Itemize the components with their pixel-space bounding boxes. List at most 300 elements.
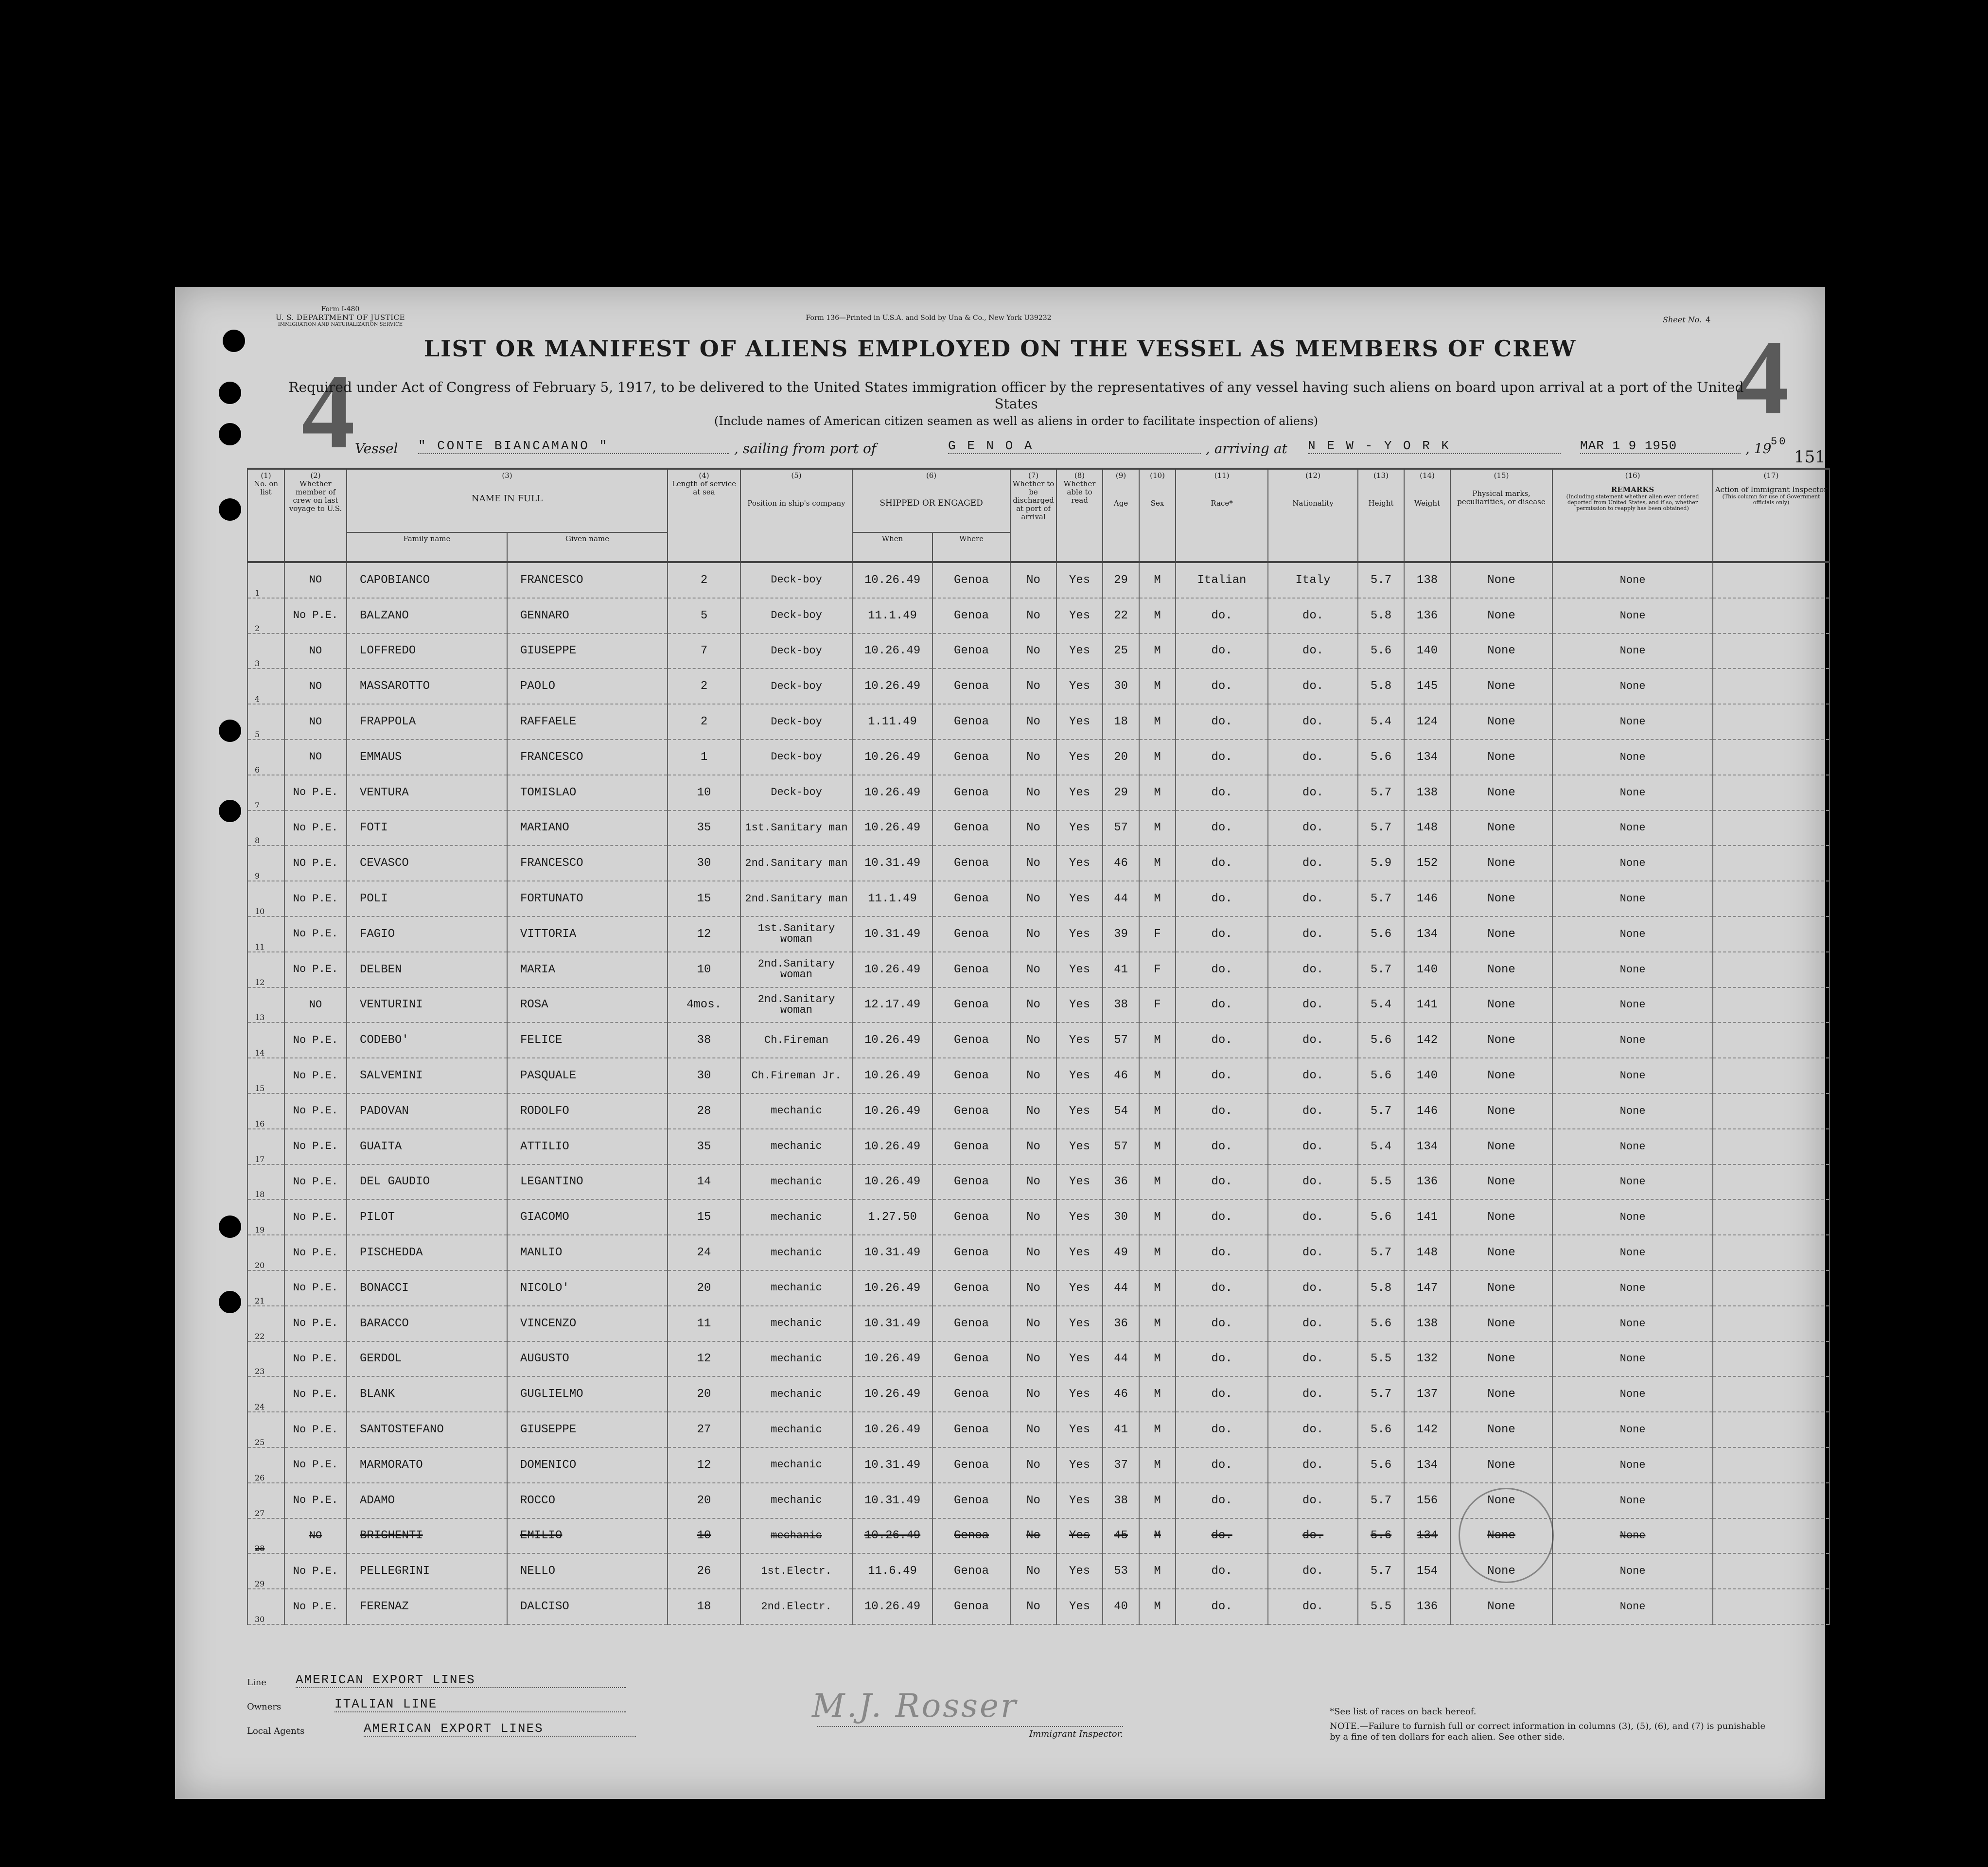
cell-length-of-service: 12 — [668, 1447, 740, 1483]
port-from: G E N O A — [948, 439, 1201, 454]
cell-length-of-service: 2 — [668, 562, 740, 598]
cell-nationality: do. — [1268, 1447, 1358, 1483]
cell-row-number: 27 — [247, 1483, 284, 1518]
cell-shipped-where: Genoa — [932, 704, 1010, 740]
cell-row-number: 17 — [247, 1129, 284, 1164]
cell-remarks: None — [1552, 1376, 1713, 1412]
cell-race: do. — [1176, 775, 1268, 810]
cell-nationality: do. — [1268, 704, 1358, 740]
cell-inspector-action — [1713, 598, 1830, 634]
cell-able-to-read: Yes — [1056, 881, 1103, 916]
cell-shipped-where: Genoa — [932, 1447, 1010, 1483]
cell-to-be-discharged: No — [1010, 810, 1056, 846]
document-title: LIST OR MANIFEST OF ALIENS EMPLOYED ON THE VESSEL AS MEMBERS OF CREW — [423, 335, 1577, 362]
punch-hole — [219, 1291, 241, 1313]
cell-crew-last-voyage: NO P.E. — [284, 845, 347, 881]
sheet-big-number-right: 4 — [1736, 318, 1789, 437]
cell-inspector-action — [1713, 1589, 1830, 1624]
cell-nationality: do. — [1268, 1235, 1358, 1270]
cell-row-number: 4 — [247, 669, 284, 704]
cell-remarks: None — [1552, 1129, 1713, 1164]
cell-nationality: do. — [1268, 1341, 1358, 1377]
cell-shipped-where: Genoa — [932, 669, 1010, 704]
col-inspector-action: (17) Action of Immigrant Inspector (This column for use of Government officials only) — [1713, 469, 1830, 562]
table-row — [247, 1376, 1830, 1412]
cell-remarks: None — [1552, 1483, 1713, 1518]
cell-position: mechanic — [740, 1483, 852, 1518]
cell-shipped-where: Genoa — [932, 1235, 1010, 1270]
table-row — [247, 562, 1830, 598]
col-physical-marks: (15) Physical marks, peculiarities, or disease — [1450, 469, 1552, 562]
cell-height: 5.9 — [1358, 845, 1404, 881]
cell-remarks: None — [1552, 1270, 1713, 1306]
cell-to-be-discharged: No — [1010, 1022, 1056, 1058]
cell-nationality: do. — [1268, 1376, 1358, 1412]
table-row — [247, 1447, 1830, 1483]
cell-nationality: do. — [1268, 775, 1358, 810]
cell-shipped-when: 10.26.49 — [852, 740, 932, 775]
cell-physical-marks: None — [1450, 1341, 1552, 1377]
cell-inspector-action — [1713, 1235, 1830, 1270]
inspector-label: Immigrant Inspector. — [817, 1726, 1123, 1739]
cell-shipped-when: 10.31.49 — [852, 1306, 932, 1341]
cell-able-to-read: Yes — [1056, 1553, 1103, 1589]
cell-to-be-discharged: No — [1010, 1341, 1056, 1377]
cell-shipped-when: 10.26.49 — [852, 1376, 932, 1412]
cell-shipped-where: Genoa — [932, 987, 1010, 1023]
cell-height: 5.6 — [1358, 1199, 1404, 1235]
agents-label: Local Agents — [247, 1726, 305, 1736]
cell-height: 5.7 — [1358, 810, 1404, 846]
cell-able-to-read: Yes — [1056, 810, 1103, 846]
cell-height: 5.7 — [1358, 952, 1404, 987]
cell-shipped-where: Genoa — [932, 1306, 1010, 1341]
cell-shipped-when: 10.31.49 — [852, 1235, 932, 1270]
cell-shipped-when: 1.11.49 — [852, 704, 932, 740]
cell-weight: 154 — [1404, 1553, 1450, 1589]
cell-given-name: RODOLFO — [507, 1093, 668, 1129]
cell-crew-last-voyage: No P.E. — [284, 775, 347, 810]
cell-remarks: None — [1552, 952, 1713, 987]
cell-row-number: 6 — [247, 740, 284, 775]
cell-height: 5.4 — [1358, 1129, 1404, 1164]
cell-length-of-service: 14 — [668, 1164, 740, 1200]
cell-shipped-when: 10.26.49 — [852, 1270, 932, 1306]
cell-given-name: FELICE — [507, 1022, 668, 1058]
cell-shipped-when: 10.26.49 — [852, 1589, 932, 1624]
col-crew-last-voyage: (2) Whether member of crew on last voyage to U.S. — [284, 469, 347, 562]
cell-race: do. — [1176, 1447, 1268, 1483]
cell-row-number: 13 — [247, 987, 284, 1023]
cell-crew-last-voyage: No P.E. — [284, 1058, 347, 1093]
cell-shipped-where: Genoa — [932, 775, 1010, 810]
cell-given-name: PASQUALE — [507, 1058, 668, 1093]
table-row — [247, 1022, 1830, 1058]
cell-nationality: do. — [1268, 1270, 1358, 1306]
cell-crew-last-voyage: NO — [284, 562, 347, 598]
cell-age: 41 — [1103, 1412, 1139, 1447]
cell-crew-last-voyage: No P.E. — [284, 881, 347, 916]
cell-able-to-read: Yes — [1056, 1306, 1103, 1341]
cell-position: 2nd.Electr. — [740, 1589, 852, 1624]
cell-sex: M — [1139, 1553, 1176, 1589]
cell-sex: M — [1139, 1376, 1176, 1412]
cell-shipped-where: Genoa — [932, 1199, 1010, 1235]
cell-to-be-discharged: No — [1010, 669, 1056, 704]
cell-physical-marks: None — [1450, 916, 1552, 952]
footer-owners-field — [247, 1697, 438, 1712]
table-row — [247, 1412, 1830, 1447]
cell-position: mechanic — [740, 1376, 852, 1412]
cell-nationality: do. — [1268, 1058, 1358, 1093]
cell-position: 1st.Sanitary man — [740, 810, 852, 846]
cell-race: do. — [1176, 1306, 1268, 1341]
cell-age: 25 — [1103, 634, 1139, 669]
department: U. S. DEPARTMENT OF JUSTICE — [275, 313, 405, 322]
cell-crew-last-voyage: No P.E. — [284, 1129, 347, 1164]
cell-weight: 148 — [1404, 810, 1450, 846]
cell-row-number: 15 — [247, 1058, 284, 1093]
owners-label: Owners — [247, 1702, 281, 1712]
col-race: (11) Race* — [1176, 469, 1268, 562]
port-to: N E W - Y O R K — [1308, 439, 1561, 454]
cell-weight: 136 — [1404, 1164, 1450, 1200]
cell-family-name: SALVEMINI — [347, 1058, 507, 1093]
cell-weight: 134 — [1404, 916, 1450, 952]
cell-given-name: GIUSEPPE — [507, 634, 668, 669]
cell-given-name: FRANCESCO — [507, 740, 668, 775]
cell-shipped-where: Genoa — [932, 881, 1010, 916]
table-row — [247, 1518, 1830, 1554]
cell-nationality: do. — [1268, 952, 1358, 987]
table-row — [247, 775, 1830, 810]
cell-length-of-service: 2 — [668, 669, 740, 704]
cell-physical-marks: None — [1450, 704, 1552, 740]
cell-nationality: do. — [1268, 1306, 1358, 1341]
sheet-big-number-left: 4 — [301, 352, 355, 471]
cell-length-of-service: 10 — [668, 952, 740, 987]
cell-position: Ch.Fireman — [740, 1022, 852, 1058]
cell-nationality: do. — [1268, 881, 1358, 916]
cell-race: do. — [1176, 987, 1268, 1023]
cell-remarks: None — [1552, 810, 1713, 846]
cell-crew-last-voyage: No P.E. — [284, 1341, 347, 1377]
cell-physical-marks: None — [1450, 1518, 1552, 1554]
cell-weight: 136 — [1404, 1589, 1450, 1624]
cell-position: mechanic — [740, 1306, 852, 1341]
cell-position: Deck-boy — [740, 775, 852, 810]
cell-length-of-service: 26 — [668, 1553, 740, 1589]
cell-race: do. — [1176, 1093, 1268, 1129]
cell-shipped-where: Genoa — [932, 916, 1010, 952]
cell-sex: M — [1139, 1270, 1176, 1306]
cell-length-of-service: 38 — [668, 1022, 740, 1058]
cell-age: 40 — [1103, 1589, 1139, 1624]
table-row — [247, 1235, 1830, 1270]
cell-family-name: CEVASCO — [347, 845, 507, 881]
cell-height: 5.6 — [1358, 1518, 1404, 1554]
cell-crew-last-voyage: No P.E. — [284, 810, 347, 846]
cell-shipped-where: Genoa — [932, 1058, 1010, 1093]
cell-able-to-read: Yes — [1056, 634, 1103, 669]
cell-sex: M — [1139, 1306, 1176, 1341]
cell-row-number: 5 — [247, 704, 284, 740]
cell-shipped-when: 10.26.49 — [852, 1412, 932, 1447]
cell-remarks: None — [1552, 1412, 1713, 1447]
cell-to-be-discharged: No — [1010, 1199, 1056, 1235]
cell-inspector-action — [1713, 1376, 1830, 1412]
cell-age: 46 — [1103, 1058, 1139, 1093]
cell-able-to-read: Yes — [1056, 1376, 1103, 1412]
cell-shipped-when: 10.26.49 — [852, 1164, 932, 1200]
cell-to-be-discharged: No — [1010, 634, 1056, 669]
cell-weight: 147 — [1404, 1270, 1450, 1306]
table-row — [247, 1483, 1830, 1518]
cell-given-name: NICOLO' — [507, 1270, 668, 1306]
cell-to-be-discharged: No — [1010, 704, 1056, 740]
cell-family-name: ADAMO — [347, 1483, 507, 1518]
cell-family-name: LOFFREDO — [347, 634, 507, 669]
cell-nationality: do. — [1268, 1412, 1358, 1447]
cell-age: 30 — [1103, 1199, 1139, 1235]
cell-shipped-where: Genoa — [932, 1022, 1010, 1058]
cell-position: Deck-boy — [740, 740, 852, 775]
cell-nationality: do. — [1268, 669, 1358, 704]
cell-shipped-where: Genoa — [932, 1412, 1010, 1447]
cell-age: 29 — [1103, 562, 1139, 598]
cell-race: do. — [1176, 634, 1268, 669]
cell-position: mechanic — [740, 1341, 852, 1377]
cell-crew-last-voyage: No P.E. — [284, 598, 347, 634]
cell-inspector-action — [1713, 987, 1830, 1023]
cell-row-number: 11 — [247, 916, 284, 952]
punch-hole — [219, 720, 241, 742]
col-nationality: (12) Nationality — [1268, 469, 1358, 562]
cell-family-name: GUAITA — [347, 1129, 507, 1164]
cell-remarks: None — [1552, 562, 1713, 598]
table-row — [247, 1270, 1830, 1306]
cell-physical-marks: None — [1450, 775, 1552, 810]
cell-able-to-read: Yes — [1056, 740, 1103, 775]
cell-shipped-when: 10.26.49 — [852, 562, 932, 598]
cell-position: Deck-boy — [740, 634, 852, 669]
cell-remarks: None — [1552, 775, 1713, 810]
col-discharged: (7) Whether to be discharged at port of arrival — [1010, 469, 1056, 562]
cell-physical-marks: None — [1450, 1164, 1552, 1200]
cell-shipped-when: 10.26.49 — [852, 634, 932, 669]
cell-height: 5.6 — [1358, 740, 1404, 775]
cell-race: do. — [1176, 1058, 1268, 1093]
cell-weight: 140 — [1404, 634, 1450, 669]
cell-age: 57 — [1103, 1022, 1139, 1058]
cell-able-to-read: Yes — [1056, 1412, 1103, 1447]
agents-value: AMERICAN EXPORT LINES — [364, 1721, 636, 1737]
cell-given-name: GENNARO — [507, 598, 668, 634]
cell-to-be-discharged: No — [1010, 775, 1056, 810]
cell-shipped-when: 11.1.49 — [852, 881, 932, 916]
cell-age: 18 — [1103, 704, 1139, 740]
cell-position: mechanic — [740, 1412, 852, 1447]
cell-given-name: ROSA — [507, 987, 668, 1023]
cell-sex: M — [1139, 1129, 1176, 1164]
year-value: 50 — [1771, 436, 1788, 448]
cell-position: mechanic — [740, 1518, 852, 1554]
cell-family-name: MARMORATO — [347, 1447, 507, 1483]
cell-weight: 156 — [1404, 1483, 1450, 1518]
cell-age: 41 — [1103, 952, 1139, 987]
cell-position: Deck-boy — [740, 562, 852, 598]
cell-race: do. — [1176, 598, 1268, 634]
cell-weight: 138 — [1404, 562, 1450, 598]
cell-inspector-action — [1713, 845, 1830, 881]
cell-given-name: VINCENZO — [507, 1306, 668, 1341]
table-row — [247, 1164, 1830, 1200]
cell-shipped-where: Genoa — [932, 1553, 1010, 1589]
cell-sex: M — [1139, 1058, 1176, 1093]
cell-crew-last-voyage: No P.E. — [284, 1376, 347, 1412]
line-label: Line — [247, 1677, 266, 1688]
cell-shipped-where: Genoa — [932, 952, 1010, 987]
cell-given-name: DOMENICO — [507, 1447, 668, 1483]
cell-remarks: None — [1552, 916, 1713, 952]
sheet-label: Sheet No. — [1663, 315, 1702, 324]
cell-age: 49 — [1103, 1235, 1139, 1270]
cell-remarks: None — [1552, 1341, 1713, 1377]
form-header-left — [248, 305, 433, 327]
page-number: 151 — [1794, 447, 1826, 467]
cell-shipped-when: 10.26.49 — [852, 1058, 932, 1093]
cell-given-name: MANLIO — [507, 1235, 668, 1270]
cell-sex: F — [1139, 952, 1176, 987]
cell-shipped-where: Genoa — [932, 562, 1010, 598]
cell-able-to-read: Yes — [1056, 1235, 1103, 1270]
cell-nationality: do. — [1268, 740, 1358, 775]
cell-weight: 124 — [1404, 704, 1450, 740]
cell-row-number: 22 — [247, 1306, 284, 1341]
cell-family-name: EMMAUS — [347, 740, 507, 775]
required-text: Required under Act of Congress of February 5, 1917, to be delivered to the United States immigration officer by the representatives of any vessel having such aliens on board upon arrival at a port of the United States — [288, 379, 1744, 412]
col-shipped: (6) SHIPPED OR ENGAGED — [852, 469, 1010, 532]
cell-row-number: 14 — [247, 1022, 284, 1058]
cell-remarks: None — [1552, 987, 1713, 1023]
cell-inspector-action — [1713, 1199, 1830, 1235]
cell-position: 2nd.Sanitary woman — [740, 952, 852, 987]
cell-physical-marks: None — [1450, 952, 1552, 987]
cell-inspector-action — [1713, 1270, 1830, 1306]
cell-remarks: None — [1552, 845, 1713, 881]
cell-inspector-action — [1713, 1058, 1830, 1093]
cell-race: do. — [1176, 1553, 1268, 1589]
cell-able-to-read: Yes — [1056, 704, 1103, 740]
cell-remarks: None — [1552, 598, 1713, 634]
cell-able-to-read: Yes — [1056, 1589, 1103, 1624]
cell-weight: 134 — [1404, 1518, 1450, 1554]
footer-line-field — [247, 1673, 475, 1688]
table-row — [247, 1341, 1830, 1377]
cell-crew-last-voyage: No P.E. — [284, 1412, 347, 1447]
cell-shipped-where: Genoa — [932, 598, 1010, 634]
cell-to-be-discharged: No — [1010, 1270, 1056, 1306]
cell-length-of-service: 35 — [668, 810, 740, 846]
cell-shipped-when: 10.26.49 — [852, 1093, 932, 1129]
cell-given-name: PAOLO — [507, 669, 668, 704]
cell-age: 44 — [1103, 881, 1139, 916]
cell-physical-marks: None — [1450, 1447, 1552, 1483]
cell-crew-last-voyage: No P.E. — [284, 1270, 347, 1306]
cell-able-to-read: Yes — [1056, 1270, 1103, 1306]
cell-family-name: SANTOSTEFANO — [347, 1412, 507, 1447]
cell-able-to-read: Yes — [1056, 1022, 1103, 1058]
cell-crew-last-voyage: No P.E. — [284, 1164, 347, 1200]
cell-age: 29 — [1103, 775, 1139, 810]
cell-given-name: EMILIO — [507, 1518, 668, 1554]
cell-inspector-action — [1713, 1483, 1830, 1518]
cell-height: 5.6 — [1358, 916, 1404, 952]
cell-length-of-service: 7 — [668, 634, 740, 669]
cell-given-name: FRANCESCO — [507, 845, 668, 881]
cell-remarks: None — [1552, 1589, 1713, 1624]
cell-able-to-read: Yes — [1056, 669, 1103, 704]
cell-crew-last-voyage: No P.E. — [284, 1553, 347, 1589]
cell-weight: 141 — [1404, 987, 1450, 1023]
cell-to-be-discharged: No — [1010, 1058, 1056, 1093]
cell-nationality: do. — [1268, 916, 1358, 952]
cell-remarks: None — [1552, 1447, 1713, 1483]
cell-row-number: 18 — [247, 1164, 284, 1200]
cell-inspector-action — [1713, 740, 1830, 775]
vessel-line — [306, 436, 1813, 460]
col-position: (5) Position in ship's company — [740, 469, 852, 562]
cell-to-be-discharged: No — [1010, 1518, 1056, 1554]
cell-row-number: 1 — [247, 562, 284, 598]
cell-given-name: NELLO — [507, 1553, 668, 1589]
cell-row-number: 24 — [247, 1376, 284, 1412]
cell-to-be-discharged: No — [1010, 562, 1056, 598]
cell-race: do. — [1176, 1341, 1268, 1377]
cell-remarks: None — [1552, 634, 1713, 669]
cell-family-name: PILOT — [347, 1199, 507, 1235]
cell-age: 22 — [1103, 598, 1139, 634]
cell-physical-marks: None — [1450, 634, 1552, 669]
table-row — [247, 845, 1830, 881]
punch-hole — [219, 382, 241, 404]
cell-remarks: None — [1552, 704, 1713, 740]
cell-able-to-read: Yes — [1056, 1483, 1103, 1518]
table-header — [247, 469, 1830, 562]
cell-remarks: None — [1552, 881, 1713, 916]
cell-crew-last-voyage: No P.E. — [284, 1022, 347, 1058]
cell-weight: 148 — [1404, 1235, 1450, 1270]
cell-row-number: 20 — [247, 1235, 284, 1270]
cell-shipped-when: 10.26.49 — [852, 1129, 932, 1164]
cell-physical-marks: None — [1450, 1376, 1552, 1412]
cell-crew-last-voyage: No P.E. — [284, 1235, 347, 1270]
cell-shipped-where: Genoa — [932, 1483, 1010, 1518]
cell-age: 36 — [1103, 1306, 1139, 1341]
races-note: *See list of races on back hereof. — [1330, 1707, 1477, 1717]
cell-height: 5.5 — [1358, 1164, 1404, 1200]
cell-row-number: 28 — [247, 1518, 284, 1554]
cell-given-name: GIACOMO — [507, 1199, 668, 1235]
cell-crew-last-voyage: NO — [284, 669, 347, 704]
sailing-label: , sailing from port of — [734, 440, 877, 457]
cell-nationality: do. — [1268, 1483, 1358, 1518]
cell-physical-marks: None — [1450, 562, 1552, 598]
cell-to-be-discharged: No — [1010, 1483, 1056, 1518]
cell-remarks: None — [1552, 1518, 1713, 1554]
cell-race: do. — [1176, 881, 1268, 916]
col-height: (13) Height — [1358, 469, 1404, 562]
